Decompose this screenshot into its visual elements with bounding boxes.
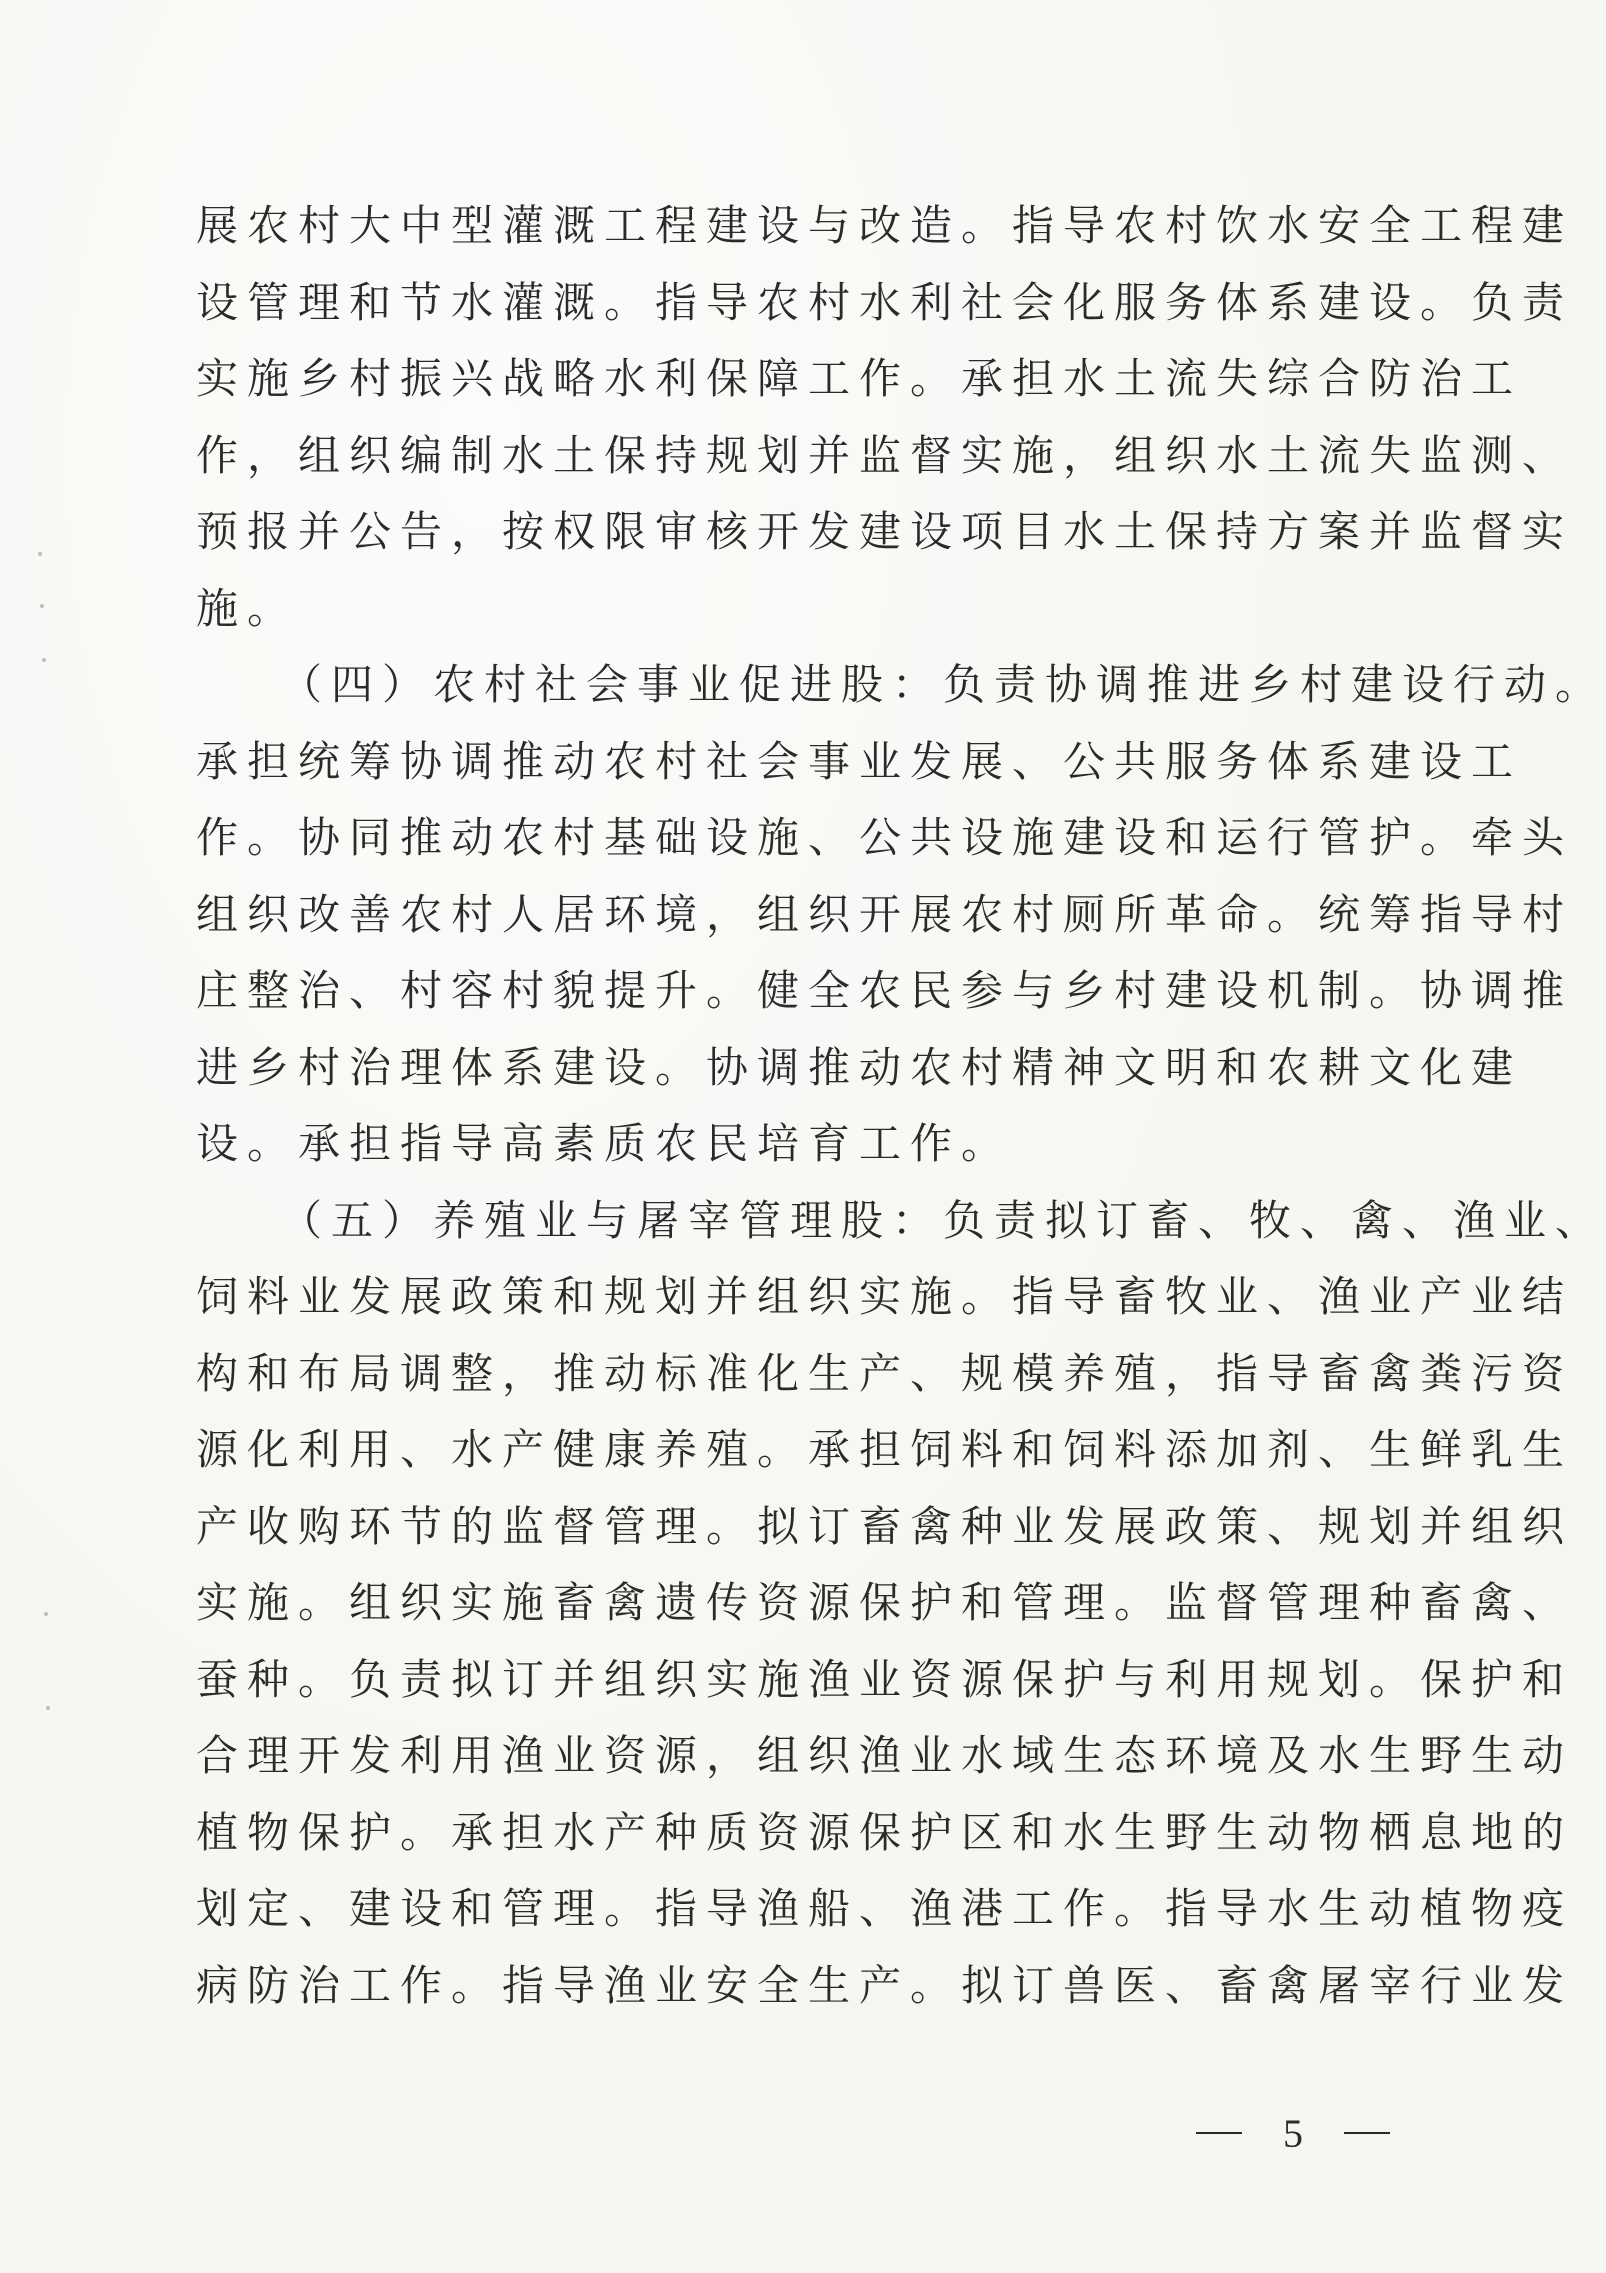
right-dash xyxy=(1344,2132,1390,2134)
text-line: 饲料业发展政策和规划并组织实施。指导畜牧业、渔业产业结 xyxy=(196,1272,1574,1321)
page-footer xyxy=(1196,2108,1390,2158)
text-line: 实施乡村振兴战略水利保障工作。承担水土流失综合防治工 xyxy=(196,354,1523,403)
page-number: 5 xyxy=(1283,2110,1303,2156)
scan-speck xyxy=(44,1612,48,1616)
text-line: 合理开发利用渔业资源，组织渔业水域生态环境及水生野生动 xyxy=(196,1731,1574,1780)
text-line: （五）养殖业与屠宰管理股：负责拟订畜、牧、禽、渔业、 xyxy=(280,1195,1606,1245)
text-line: 产收购环节的监督管理。拟订畜禽种业发展政策、规划并组织 xyxy=(196,1501,1574,1551)
text-line: 植物保护。承担水产种质资源保护区和水生野生动物栖息地的 xyxy=(196,1807,1574,1857)
text-line: 施。 xyxy=(196,583,299,633)
left-dash xyxy=(1196,2132,1242,2134)
text-line: 庄整治、村容村貌提升。健全农民参与乡村建设机制。协调推 xyxy=(196,966,1574,1015)
text-line: 作。协同推动农村基础设施、公共设施建设和运行管护。牵头 xyxy=(196,813,1574,862)
text-line: 蚕种。负责拟订并组织实施渔业资源保护与利用规划。保护和 xyxy=(196,1654,1574,1704)
text-line: 预报并公告，按权限审核开发建设项目水土保持方案并监督实 xyxy=(196,507,1574,556)
text-line: 划定、建设和管理。指导渔船、渔港工作。指导水生动植物疫 xyxy=(196,1884,1574,1933)
text-line: 设管理和节水灌溉。指导农村水利社会化服务体系建设。负责 xyxy=(196,277,1574,327)
scan-speck xyxy=(42,658,46,662)
text-line: 设。承担指导高素质农民培育工作。 xyxy=(196,1119,1013,1168)
text-line: 展农村大中型灌溉工程建设与改造。指导农村饮水安全工程建 xyxy=(196,201,1574,250)
document-body xyxy=(196,188,1606,2024)
text-line: 进乡村治理体系建设。协调推动农村精神文明和农耕文化建 xyxy=(196,1042,1523,1092)
scan-speck xyxy=(46,1706,50,1710)
text-line: 实施。组织实施畜禽遗传资源保护和管理。监督管理种畜禽、 xyxy=(196,1578,1574,1627)
text-line: 作，组织编制水土保持规划并监督实施，组织水土流失监测、 xyxy=(196,430,1574,480)
scan-speck xyxy=(38,552,42,556)
text-line: 病防治工作。指导渔业安全生产。拟订兽医、畜禽屠宰行业发 xyxy=(196,1960,1574,2010)
text-line: （四）农村社会事业促进股：负责协调推进乡村建设行动。 xyxy=(280,660,1606,709)
text-line: 组织改善农村人居环境，组织开展农村厕所革命。统筹指导村 xyxy=(196,889,1574,939)
text-line: 源化利用、水产健康养殖。承担饲料和饲料添加剂、生鲜乳生 xyxy=(196,1425,1574,1474)
scan-speck xyxy=(40,604,44,608)
text-line: 承担统筹协调推动农村社会事业发展、公共服务体系建设工 xyxy=(196,736,1523,786)
text-line: 构和布局调整，推动标准化生产、规模养殖，指导畜禽粪污资 xyxy=(196,1348,1574,1398)
